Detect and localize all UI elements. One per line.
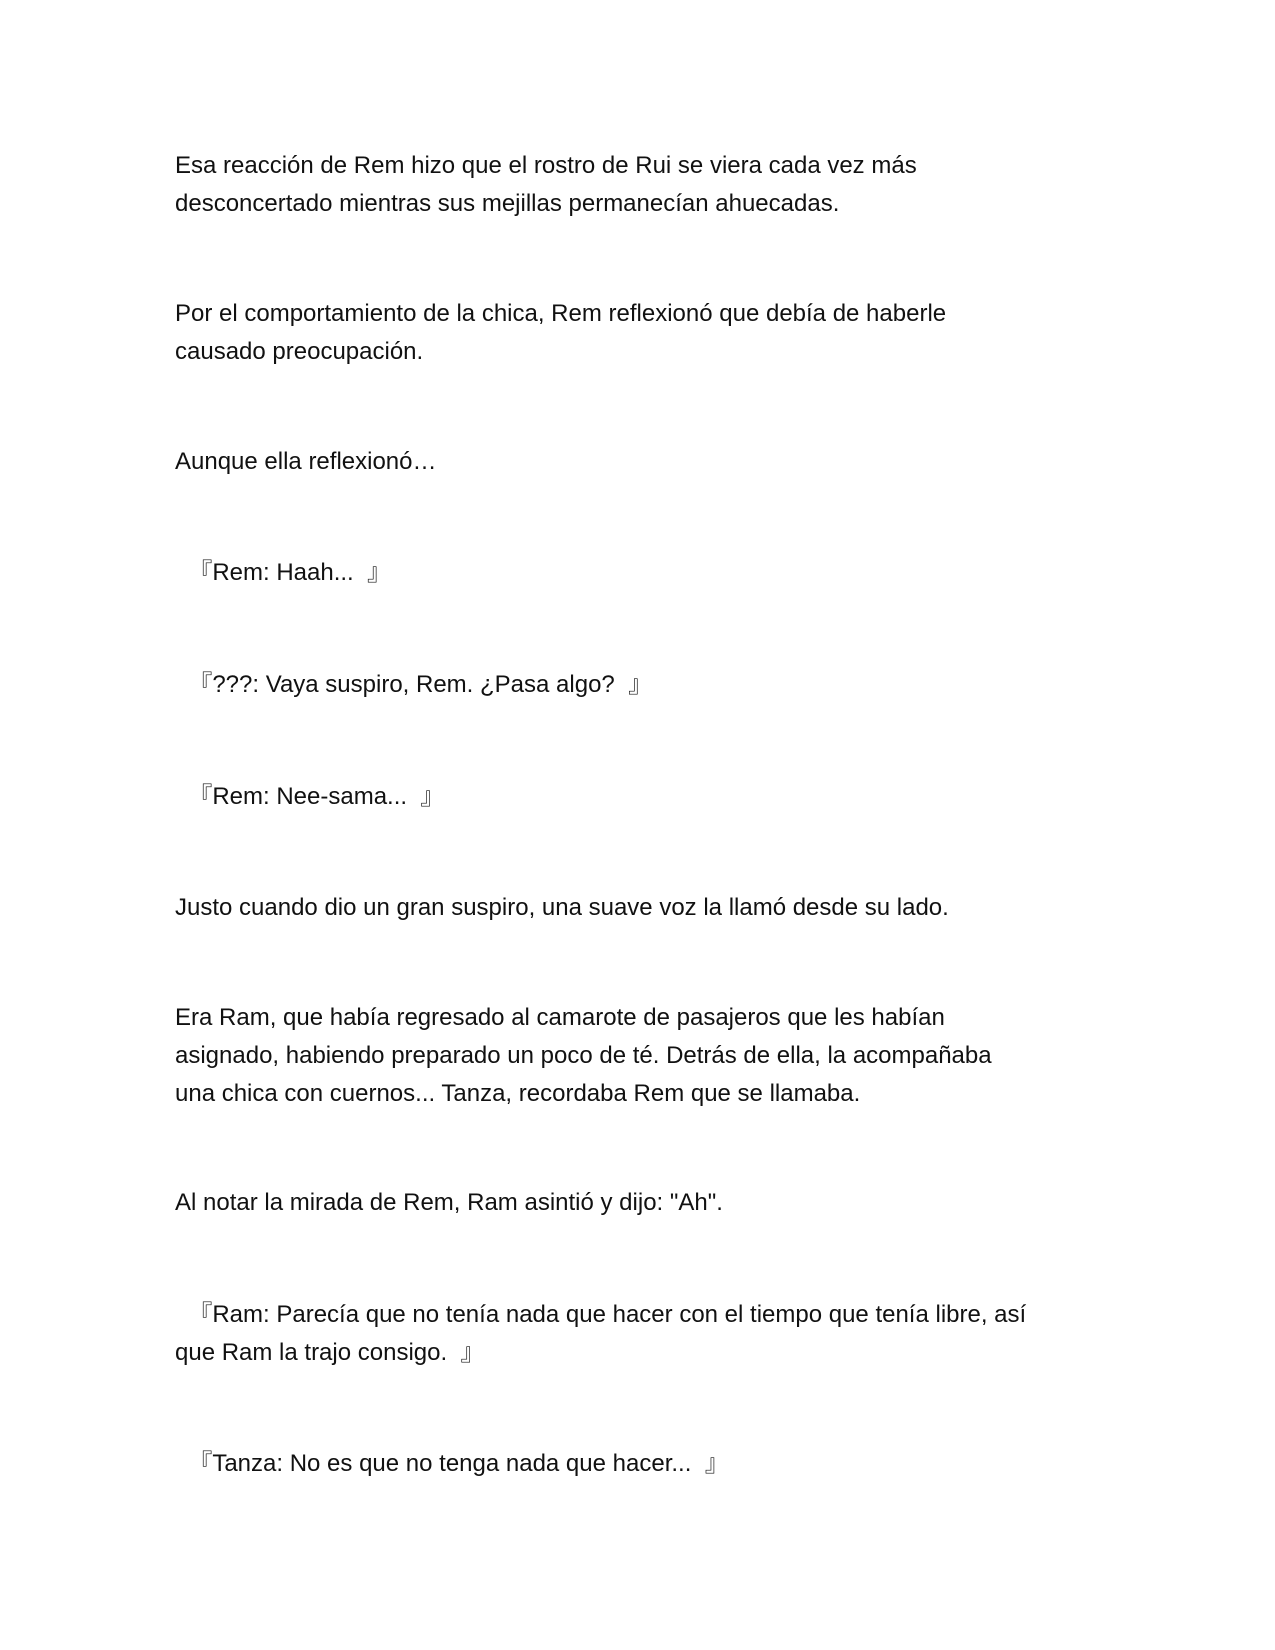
text-line: Por el comportamiento de la chica, Rem reflexionó que debía de haberle [175,300,947,327]
text-line: Esa reacción de Rem hizo que el rostro de Rui se viera cada vez más [175,152,917,179]
narration-paragraph [175,999,1105,1113]
text-line: Justo cuando dio un gran suspiro, una suave voz la llamó desde su lado. [175,894,949,921]
text-line: Era Ram, que había regresado al camarote de pasajeros que les habían [175,1004,945,1031]
narration-paragraph [175,889,1105,927]
text-line: 『Ram: Parecía que no tenía nada que hacer con el tiempo que tenía libre, así [175,1301,1027,1328]
dialogue-line [175,666,1105,704]
text-line: desconcertado mientras sus mejillas permanecían ahuecadas. [175,190,840,217]
dialogue-line [175,1445,1105,1483]
text-line: asignado, habiendo preparado un poco de té. Detrás de ella, la acompañaba [175,1042,992,1069]
text-line: 『Rem: Nee-sama... 』 [175,783,445,810]
text-line: 『???: Vaya suspiro, Rem. ¿Pasa algo? 』 [175,671,653,698]
narration-paragraph [175,295,1105,371]
text-line: 『Rem: Haah... 』 [175,559,392,586]
text-line: causado preocupación. [175,338,424,365]
narration-paragraph [175,443,1105,481]
text-line: una chica con cuernos... Tanza, recordaba Rem que se llamaba. [175,1080,861,1107]
text-line: que Ram la trajo consigo. 』 [175,1339,485,1366]
dialogue-line [175,778,1105,816]
text-line: Aunque ella reflexionó… [175,448,437,475]
text-line: 『Tanza: No es que no tenga nada que hacer... 』 [175,1450,729,1477]
narration-paragraph [175,147,1105,223]
narration-paragraph [175,1184,1105,1222]
text-line: Al notar la mirada de Rem, Ram asintió y dijo: "Ah". [175,1189,723,1216]
dialogue-line [175,554,1105,592]
dialogue-line [175,1296,1105,1372]
